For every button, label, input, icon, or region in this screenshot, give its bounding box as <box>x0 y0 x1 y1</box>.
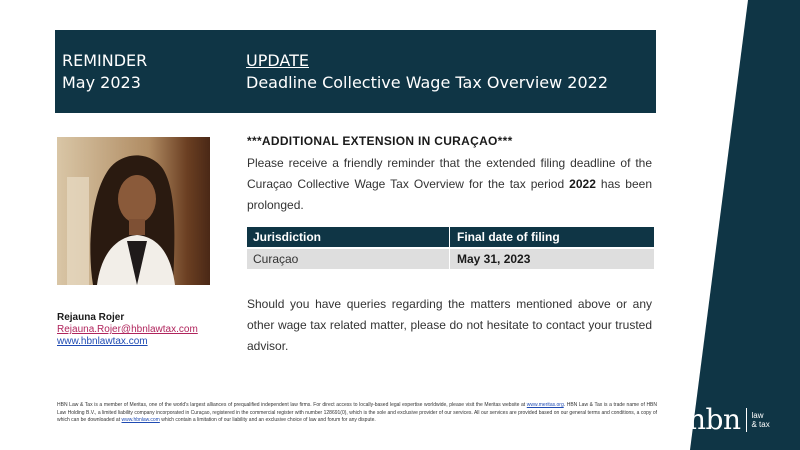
cell-final-date: May 31, 2023 <box>449 249 654 269</box>
table-row <box>247 249 654 269</box>
website-link[interactable]: www.hbnlawtax.com <box>57 336 148 347</box>
footer-text-3: which contain a limitation of our liability and an exclusive choice of law and forum for any dispute. <box>159 417 376 423</box>
reminder-label: REMINDER <box>62 51 148 70</box>
contact-block <box>57 312 198 348</box>
reminder-block <box>62 50 147 94</box>
logo-wordmark: hbn <box>688 403 741 436</box>
announcement <box>247 134 652 216</box>
meritas-link[interactable]: www.meritas.org <box>526 402 564 408</box>
reminder-date: May 2023 <box>62 73 141 92</box>
queries-text: Should you have queries regarding the matters mentioned above or any other wage tax related matter, please do not hesitate to contact your trusted advisor. <box>247 297 652 353</box>
hbn-logo <box>688 403 770 436</box>
footer-text-2: . HBN Law & Tax is a trade name of HBN Law Holding B.V., a limited liability company incorporated in Curaçao, registered in the commercial register with number 128691(0), which is the sole and exclusive provider of our services. All our services are provided based on our general terms and conditions, a copy of which can be downloaded at <box>57 402 658 423</box>
update-block <box>246 50 608 94</box>
footer-text-1: HBN Law & Tax is a member of Meritas, one of the world's largest alliances of prequalified independent law firms. For direct access to locally-based legal expertise worldwide, please visit the Meritas website at <box>57 402 527 408</box>
advisor-email-link[interactable]: Rejauna.Rojer@hbnlawtax.com <box>57 324 198 335</box>
logo-divider <box>746 408 747 432</box>
header-jurisdiction: Jurisdiction <box>253 230 322 244</box>
announcement-text-start: Please receive a friendly reminder that the extended filing deadline of the Curaçao Collective Wage Tax Overview for the tax period <box>247 156 652 191</box>
announcement-text-end: has been prolonged. <box>247 177 652 212</box>
filing-table <box>247 227 654 269</box>
legal-footer <box>57 402 657 425</box>
announcement-headline: ***ADDITIONAL EXTENSION IN CURAÇAO*** <box>247 134 513 148</box>
announcement-text <box>247 153 652 216</box>
logo-tagline-tax: & tax <box>751 419 770 429</box>
advisor-name: Rejauna Rojer <box>57 312 125 323</box>
cell-jurisdiction: Curaçao <box>253 252 299 266</box>
header-banner <box>55 30 656 113</box>
hbnlaw-link[interactable]: www.hbnlaw.com <box>121 417 160 423</box>
update-label: UPDATE <box>246 51 309 70</box>
header-final-date: Final date of filing <box>449 227 654 247</box>
tax-period-year: 2022 <box>569 177 596 191</box>
advisor-photo <box>57 137 210 285</box>
logo-tagline-law: law <box>751 410 764 420</box>
table-header <box>247 227 654 247</box>
update-title: Deadline Collective Wage Tax Overview 2022 <box>246 73 608 92</box>
logo-tagline <box>752 411 770 429</box>
